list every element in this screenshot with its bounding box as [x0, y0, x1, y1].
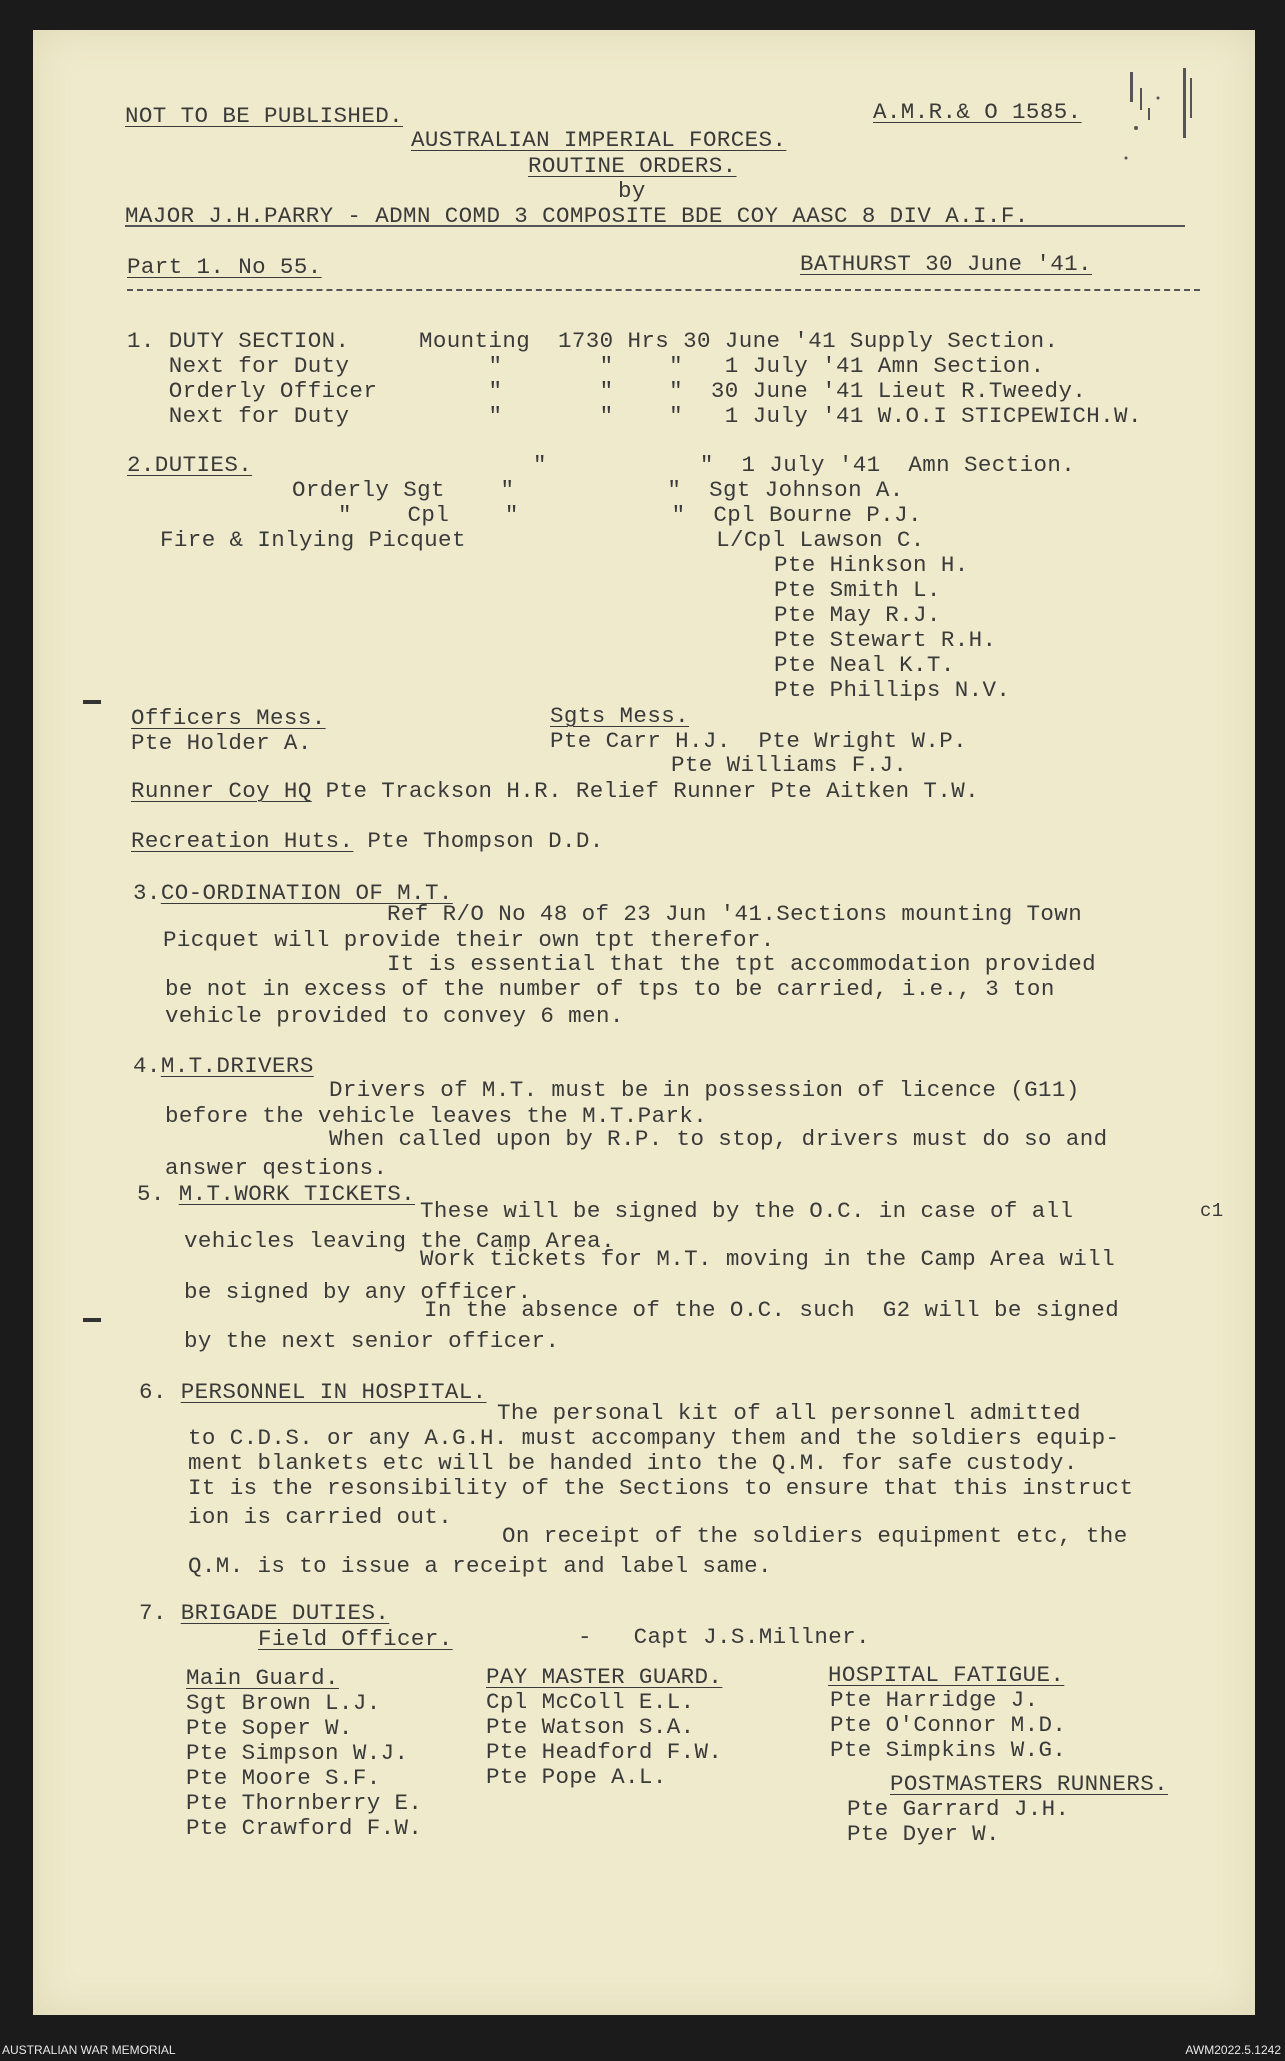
- picquet-member: Pte Neal K.T.: [774, 652, 955, 678]
- coordination-text: Picquet will provide their own tpt therefor.: [163, 927, 775, 953]
- hospital-fatigue-member: Pte Harridge J.: [830, 1687, 1039, 1713]
- picquet-member: Pte Hinkson H.: [774, 552, 969, 578]
- orderly-sgt-line: Orderly Sgt " " Sgt Johnson A.: [292, 477, 904, 503]
- margin-mark: [83, 700, 101, 704]
- main-guard-member: Sgt Brown L.J.: [186, 1690, 381, 1716]
- runner-names: Pte Trackson H.R. Relief Runner Pte Aitken T.W.: [311, 778, 980, 804]
- coordination-text: Ref R/O No 48 of 23 Jun '41.Sections mounting Town: [387, 901, 1083, 927]
- brigade-heading: BRIGADE DUTIES.: [180, 1600, 390, 1626]
- drivers-text: before the vehicle leaves the M.T.Park.: [165, 1103, 708, 1129]
- header-rule: [127, 289, 1200, 291]
- duties-heading: 2.DUTIES.: [127, 452, 253, 478]
- document-reference: A.M.R.& O 1585.: [873, 99, 1082, 125]
- place-date: BATHURST 30 June '41.: [800, 251, 1092, 277]
- footer-id: AWM2022.5.1242: [1185, 2043, 1281, 2057]
- drivers-text: Drivers of M.T. must be in possession of licence (G11): [329, 1077, 1080, 1103]
- margin-mark: [83, 1318, 101, 1322]
- main-guard-member: Pte Soper W.: [186, 1715, 353, 1741]
- paymaster-guard-member: Cpl McColl E.L.: [486, 1689, 695, 1715]
- hospital-fatigue-member: Pte Simpkins W.G.: [830, 1737, 1067, 1763]
- drivers-text: When called upon by R.P. to stop, drivers must do so and: [329, 1126, 1108, 1152]
- hospital-text: ion is carried out.: [188, 1504, 453, 1530]
- orderly-cpl-line: " Cpl " " Cpl Bourne P.J.: [338, 502, 922, 528]
- recreation-heading: Recreation Huts.: [131, 828, 354, 854]
- fire-picquet-line: Fire & Inlying Picquet L/Cpl Lawson C.: [160, 527, 925, 553]
- sgts-mess-heading: Sgts Mess.: [550, 703, 690, 729]
- coordination-text: vehicle provided to convey 6 men.: [165, 1003, 624, 1029]
- picquet-member: Pte Smith L.: [774, 577, 941, 603]
- work-tickets-heading-line: 5. M.T.WORK TICKETS.: [137, 1181, 416, 1207]
- main-guard-heading: Main Guard.: [186, 1665, 339, 1691]
- field-officer-heading: Field Officer.: [258, 1626, 453, 1652]
- work-tickets-text: These will be signed by the O.C. in case of all: [420, 1198, 1074, 1224]
- main-guard-member: Pte Simpson W.J.: [186, 1740, 409, 1766]
- hospital-text: to C.D.S. or any A.G.H. must accompany them and the soldiers equip-: [188, 1425, 1120, 1451]
- hospital-text: It is the resonsibility of the Sections to ensure that this instruct: [188, 1475, 1134, 1501]
- issuing-officer: MAJOR J.H.PARRY - ADMN COMD 3 COMPOSITE BDE COY AASC 8 DIV A.I.F.: [125, 203, 1029, 229]
- paymaster-guard-member: Pte Pope A.L.: [486, 1764, 667, 1790]
- postmasters-runner: Pte Dyer W.: [847, 1821, 1000, 1847]
- ink-specks: [1118, 68, 1198, 178]
- work-tickets-text: Work tickets for M.T. moving in the Camp Area will: [420, 1246, 1116, 1272]
- paymaster-guard-heading: PAY MASTER GUARD.: [486, 1664, 723, 1690]
- main-guard-member: Pte Moore S.F.: [186, 1765, 381, 1791]
- paymaster-guard-member: Pte Headford F.W.: [486, 1739, 723, 1765]
- work-tickets-heading: M.T.WORK TICKETS.: [178, 1181, 416, 1207]
- forces-title: AUSTRALIAN IMPERIAL FORCES.: [411, 127, 787, 153]
- postmasters-runner: Pte Garrard J.H.: [847, 1796, 1070, 1822]
- hospital-heading-line: 6. PERSONNEL IN HOSPITAL.: [139, 1379, 487, 1405]
- officers-mess-heading: Officers Mess.: [131, 705, 326, 731]
- field-officer-name: - Capt J.S.Millner.: [578, 1624, 870, 1650]
- coordination-heading-line: 3.CO-ORDINATION OF M.T.: [133, 880, 453, 906]
- main-guard-member: Pte Thornberry E.: [186, 1790, 423, 1816]
- duty-section-line: Next for Duty " " " 1 July '41 Amn Section.: [127, 353, 1045, 379]
- recreation-line: [131, 828, 604, 854]
- header-underline: [125, 225, 1185, 227]
- margin-note: c1: [1200, 1200, 1224, 1222]
- main-guard-member: Pte Crawford F.W.: [186, 1815, 423, 1841]
- sgts-mess-names: Pte Carr H.J. Pte Wright W.P.: [550, 728, 968, 754]
- work-tickets-text: be signed by any officer.: [184, 1279, 532, 1305]
- drivers-text: answer qestions.: [165, 1155, 388, 1181]
- picquet-member: Pte May R.J.: [774, 602, 941, 628]
- hospital-text: On receipt of the soldiers equipment etc, the: [502, 1523, 1128, 1549]
- runner-heading: Runner Coy HQ: [131, 778, 312, 804]
- hospital-text: The personal kit of all personnel admitted: [497, 1400, 1081, 1426]
- duty-section-line: Orderly Officer " " " 30 June '41 Lieut R.Tweedy.: [127, 378, 1087, 404]
- recreation-name: Pte Thompson D.D.: [353, 828, 604, 854]
- picquet-member: Pte Stewart R.H.: [774, 627, 997, 653]
- coordination-heading: CO-ORDINATION OF M.T.: [160, 880, 453, 906]
- hospital-fatigue-member: Pte O'Connor M.D.: [830, 1712, 1067, 1738]
- runner-line: [131, 778, 979, 804]
- hospital-text: Q.M. is to issue a receipt and label same.: [188, 1553, 772, 1579]
- work-tickets-text: vehicles leaving the Camp Area.: [184, 1228, 615, 1254]
- drivers-heading: M.T.DRIVERS: [160, 1053, 314, 1079]
- hospital-heading: PERSONNEL IN HOSPITAL.: [180, 1379, 487, 1405]
- hospital-fatigue-heading: HOSPITAL FATIGUE.: [828, 1662, 1065, 1688]
- sgts-mess-names: Pte Williams F.J.: [671, 752, 908, 778]
- duty-section-line: 1. DUTY SECTION. Mounting 1730 Hrs 30 June '41 Supply Section.: [127, 328, 1059, 354]
- paymaster-guard-member: Pte Watson S.A.: [486, 1714, 695, 1740]
- routine-orders-title: ROUTINE ORDERS.: [528, 153, 737, 179]
- part-number: Part 1. No 55.: [127, 254, 322, 280]
- coordination-text: It is essential that the tpt accommodation provided: [387, 951, 1097, 977]
- work-tickets-text: by the next senior officer.: [184, 1328, 560, 1354]
- not-published-heading: NOT TO BE PUBLISHED.: [125, 103, 404, 129]
- work-tickets-text: In the absence of the O.C. such G2 will be signed: [424, 1297, 1120, 1323]
- coordination-text: be not in excess of the number of tps to be carried, i.e., 3 ton: [165, 976, 1055, 1002]
- drivers-heading-line: 4.M.T.DRIVERS: [133, 1053, 314, 1079]
- picquet-member: Pte Phillips N.V.: [774, 677, 1011, 703]
- postmasters-runners-heading: POSTMASTERS RUNNERS.: [890, 1771, 1169, 1797]
- footer-source: AUSTRALIAN WAR MEMORIAL: [2, 2043, 176, 2057]
- duty-section-line: Next for Duty " " " 1 July '41 W.O.I STICPEWICH.W.: [127, 403, 1142, 429]
- by-text: by: [618, 178, 646, 204]
- hospital-text: ment blankets etc will be handed into the Q.M. for safe custody.: [188, 1450, 1078, 1476]
- duties-line: " " 1 July '41 Amn Section.: [533, 452, 1076, 478]
- brigade-heading-line: 7. BRIGADE DUTIES.: [139, 1600, 390, 1626]
- officers-mess-name: Pte Holder A.: [131, 730, 312, 756]
